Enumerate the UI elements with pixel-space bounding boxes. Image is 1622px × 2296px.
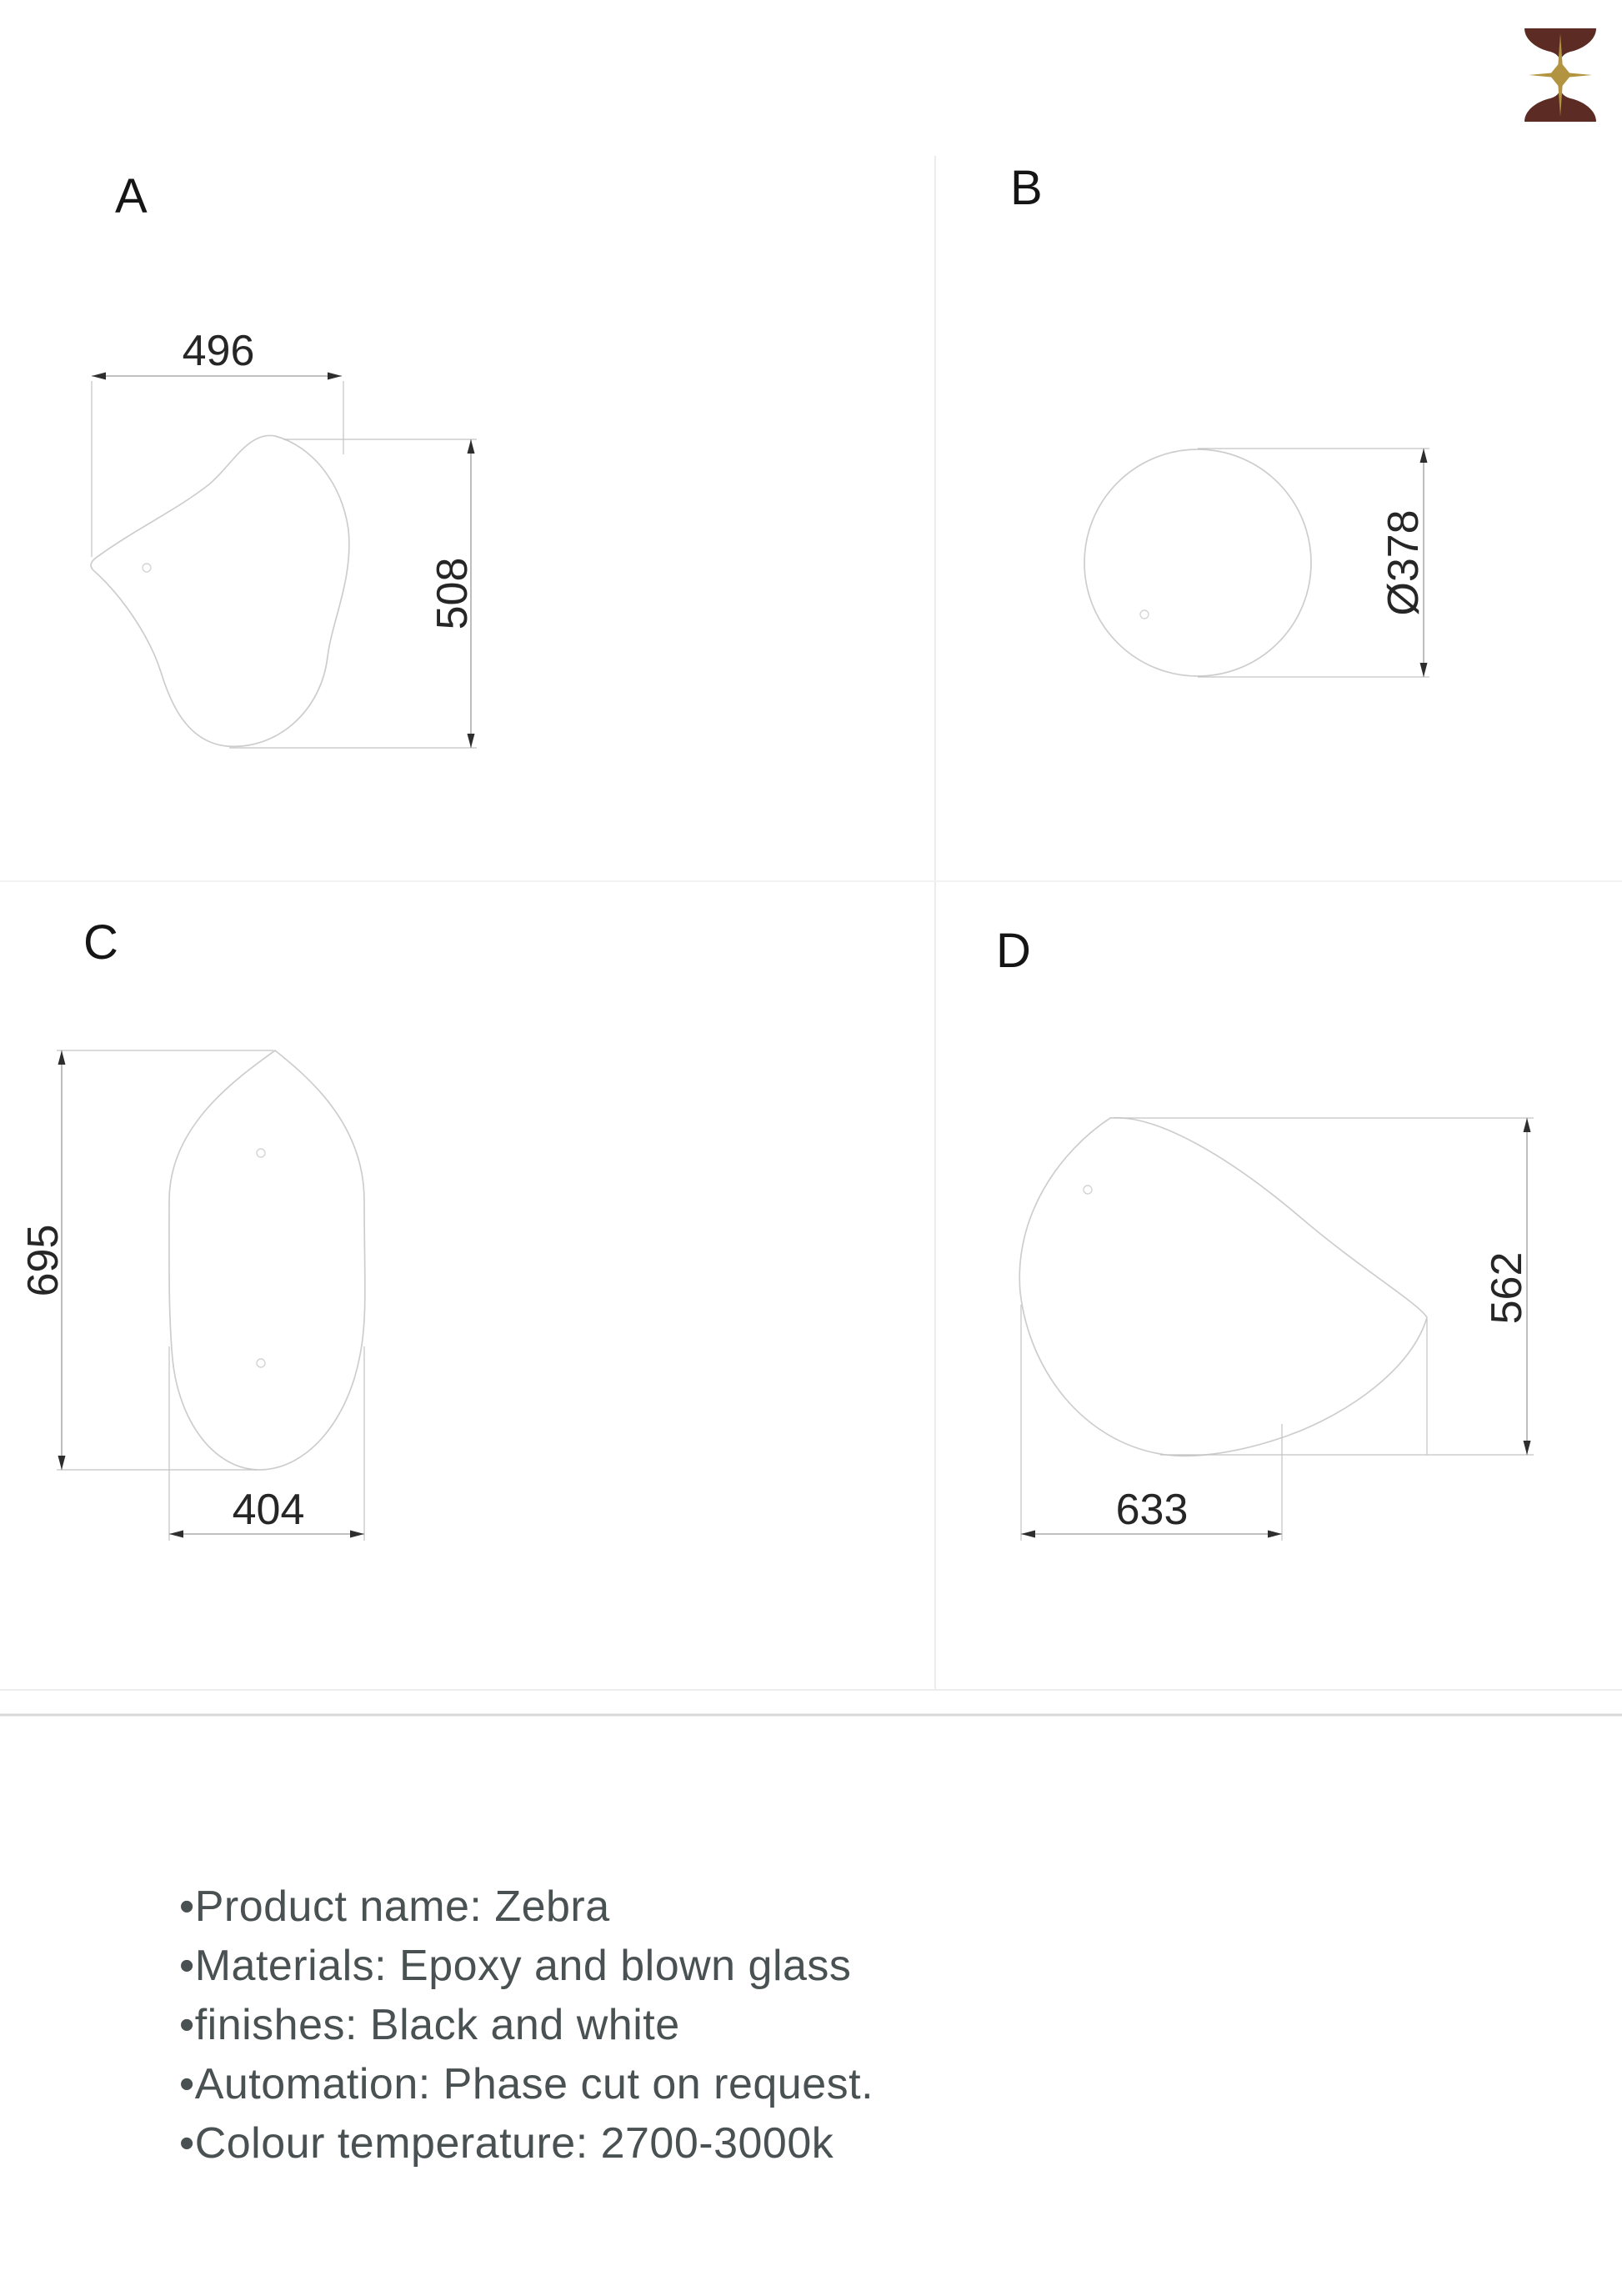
panel-a-label: A	[115, 169, 148, 223]
panel-c	[19, 915, 365, 1541]
panel-b	[1010, 161, 1429, 677]
panel-b-shape	[1084, 449, 1311, 676]
panel-c-height-dimension	[19, 1050, 273, 1470]
panel-c-mount-hole-top	[257, 1149, 265, 1157]
panel-c-shape	[169, 1050, 365, 1470]
product-info-line-materials: •Materials: Epoxy and blown glass	[179, 1942, 852, 1990]
panel-d-height-dimension	[1114, 1118, 1534, 1455]
panel-b-diameter-value: Ø378	[1379, 509, 1428, 616]
brand-logo	[1520, 28, 1600, 122]
panel-c-label: C	[83, 915, 118, 970]
panel-d-height-value: 562	[1483, 1251, 1531, 1325]
panel-a-mount-hole	[143, 564, 151, 572]
panel-d-width-value: 633	[1115, 1486, 1189, 1534]
panel-a-height-dimension	[229, 439, 477, 748]
product-info-line-finishes: •finishes: Black and white	[179, 2001, 680, 2049]
panel-c-mount-hole-bottom	[257, 1359, 265, 1367]
logo-star-core	[1549, 62, 1571, 88]
product-info-line-automation: •Automation: Phase cut on request.	[179, 2060, 874, 2108]
product-info	[179, 1877, 874, 2173]
panel-a-width-dimension	[92, 327, 343, 557]
panel-d-label: D	[996, 924, 1031, 978]
panel-c-height-value: 695	[19, 1224, 68, 1297]
panel-a-height-value: 508	[428, 557, 477, 630]
panel-a	[91, 169, 477, 748]
panel-d-mount-hole	[1084, 1186, 1092, 1194]
panel-b-mount-hole	[1140, 610, 1149, 619]
product-info-line-colour-temperature: •Colour temperature: 2700-3000k	[179, 2119, 834, 2168]
panel-a-width-value: 496	[182, 327, 255, 375]
panel-d-width-dimension	[1021, 1305, 1282, 1541]
panel-c-width-dimension	[169, 1346, 364, 1541]
grid-dividers	[0, 156, 1622, 1715]
panel-c-width-value: 404	[232, 1486, 305, 1534]
panel-b-diameter-dimension	[1198, 449, 1429, 677]
panel-d-shape	[1019, 1118, 1427, 1456]
panel-b-label: B	[1010, 161, 1043, 215]
panel-a-shape	[91, 435, 349, 746]
panel-d	[996, 924, 1534, 1541]
product-info-line-name: •Product name: Zebra	[179, 1882, 610, 1931]
